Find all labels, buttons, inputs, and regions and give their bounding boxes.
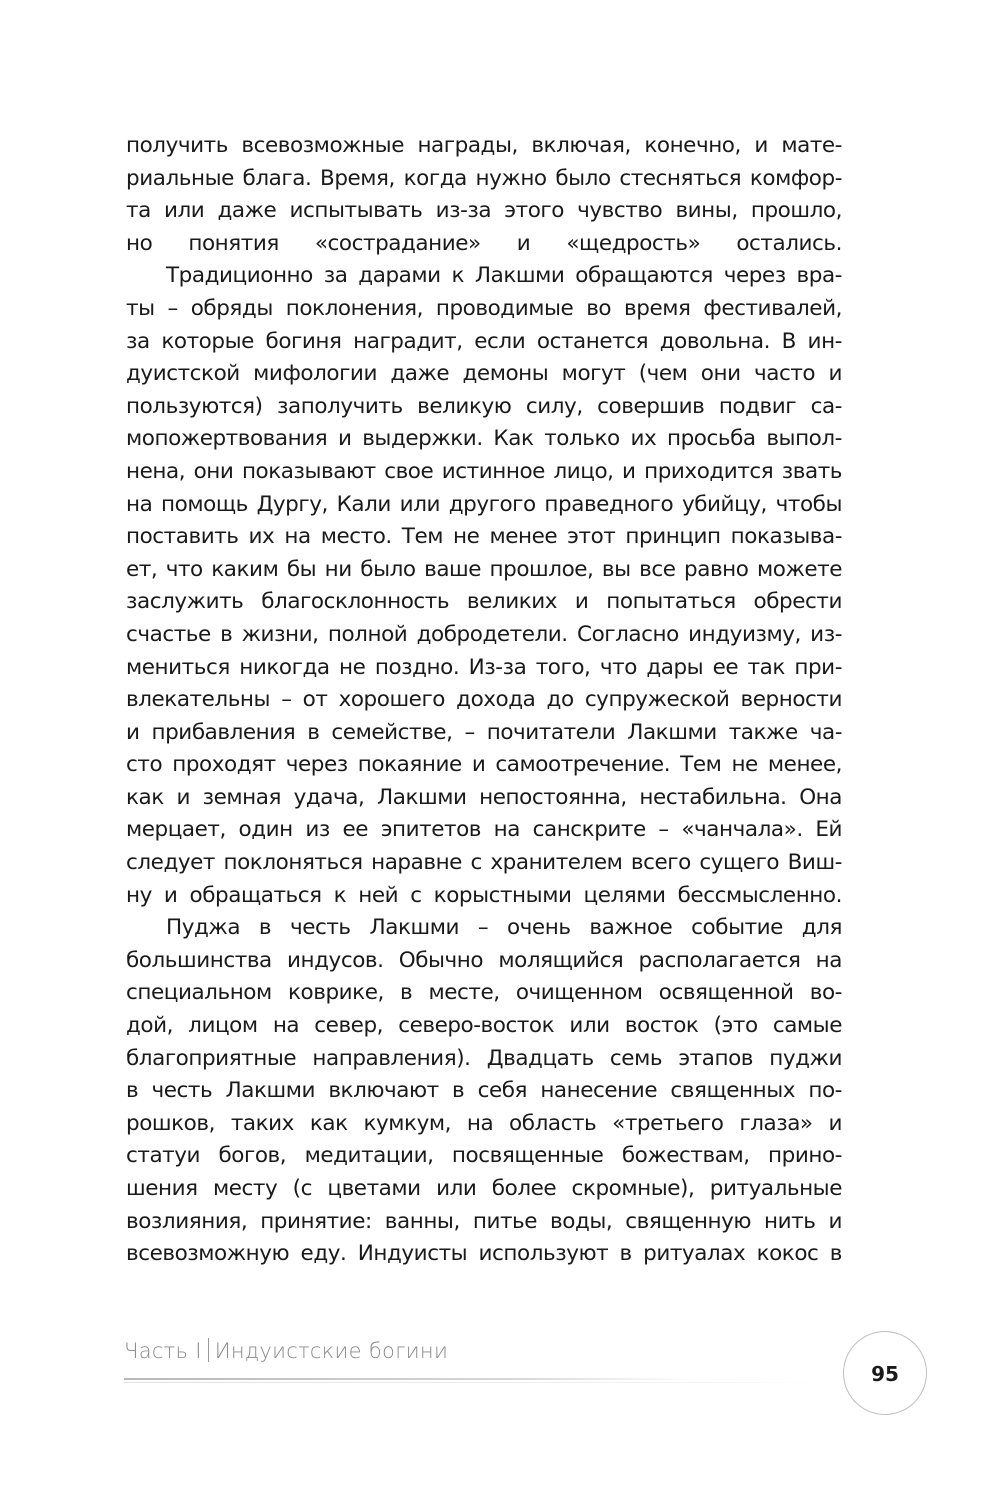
text-line: заслужить благосклонность великих и попытаться обрести bbox=[126, 589, 842, 615]
text-line: Традиционно за дарами к Лакшми обращаются через вра- bbox=[166, 263, 842, 289]
text-line: на помощь Дургу, Кали или другого праведного убийцу, чтобы bbox=[126, 491, 842, 517]
footer-rule bbox=[124, 1378, 694, 1380]
page-number: 95 bbox=[871, 1362, 899, 1386]
text-line: благоприятные направления). Двадцать семь этапов пуджи bbox=[126, 1045, 842, 1071]
text-line: специальном коврике, в месте, очищенном освященной во- bbox=[126, 980, 842, 1006]
body-text bbox=[126, 130, 842, 1271]
text-line: и прибавления в семействе, – почитатели Лакшми также ча- bbox=[126, 719, 842, 745]
text-line: дуистской мифологии даже демоны могут (чем они часто и bbox=[126, 361, 842, 387]
text-line: пользуются) заполучить великую силу, совершив подвиг са- bbox=[126, 393, 842, 419]
text-line: поставить их на место. Тем не менее этот принцип показыва- bbox=[126, 524, 842, 550]
text-line: ты – обряды поклонения, проводимые во время фестивалей, bbox=[126, 295, 842, 321]
text-line: дой, лицом на север, северо-восток или восток (это самые bbox=[126, 1013, 842, 1039]
text-line: мениться никогда не поздно. Из-за того, что дары ее так при- bbox=[126, 654, 842, 680]
text-line: рошков, таких как кумкум, на область «третьего глаза» и bbox=[126, 1110, 842, 1136]
text-line: риальные блага. Время, когда нужно было стесняться комфор- bbox=[126, 165, 842, 191]
text-line: следует поклоняться наравне с хранителем всего сущего Виш- bbox=[126, 850, 842, 876]
text-line: как и земная удача, Лакшми непостоянна, нестабильна. Она bbox=[126, 784, 842, 810]
text-line: большинства индусов. Обычно молящийся располагается на bbox=[126, 947, 842, 973]
text-line: та или даже испытывать из-за этого чувство вины, прошло, bbox=[126, 198, 842, 224]
text-line: статуи богов, медитации, посвященные божествам, прино- bbox=[126, 1143, 842, 1169]
text-line: в честь Лакшми включают в себя нанесение священных по- bbox=[126, 1078, 842, 1104]
text-line: ет, что каким бы ни было ваше прошлое, вы все равно можете bbox=[126, 556, 842, 582]
text-line: всевозможную еду. Индуисты используют в ритуалах кокос в bbox=[126, 1241, 842, 1267]
text-line: возлияния, принятие: ванны, питье воды, священную нить и bbox=[126, 1208, 842, 1234]
text-line: ну и обращаться к ней с корыстными целями бессмысленно. bbox=[126, 882, 842, 908]
footer-section: Индуистские богини bbox=[214, 1339, 449, 1363]
text-line: мерцает, один из ее эпитетов на санскрите – «чанчала». Ей bbox=[126, 817, 842, 843]
text-line: нена, они показывают свое истинное лицо, и приходится звать bbox=[126, 458, 842, 484]
text-line: но понятия «сострадание» и «щедрость» остались. bbox=[126, 230, 842, 256]
text-line: счастье в жизни, полной добродетели. Согласно индуизму, из- bbox=[126, 621, 842, 647]
text-line: получить всевозможные награды, включая, конечно, и мате- bbox=[126, 133, 842, 158]
footer-part: Часть I bbox=[124, 1339, 202, 1363]
text-line: шения месту (с цветами или более скромные), ритуальные bbox=[126, 1176, 842, 1201]
footer-separator bbox=[208, 1338, 209, 1362]
text-line: сто проходят через покаяние и самоотречение. Тем не менее, bbox=[126, 752, 842, 778]
running-footer bbox=[124, 1338, 448, 1363]
text-line: влекательны – от хорошего дохода до супружеской верности bbox=[126, 687, 842, 713]
text-line: Пуджа в честь Лакшми – очень важное событие для bbox=[166, 915, 842, 941]
text-line: за которые богиня наградит, если останется довольна. В ин- bbox=[126, 328, 842, 354]
text-line: мопожертвования и выдержки. Как только их просьба выпол- bbox=[126, 426, 842, 452]
footer-rule-secondary bbox=[124, 1382, 824, 1383]
